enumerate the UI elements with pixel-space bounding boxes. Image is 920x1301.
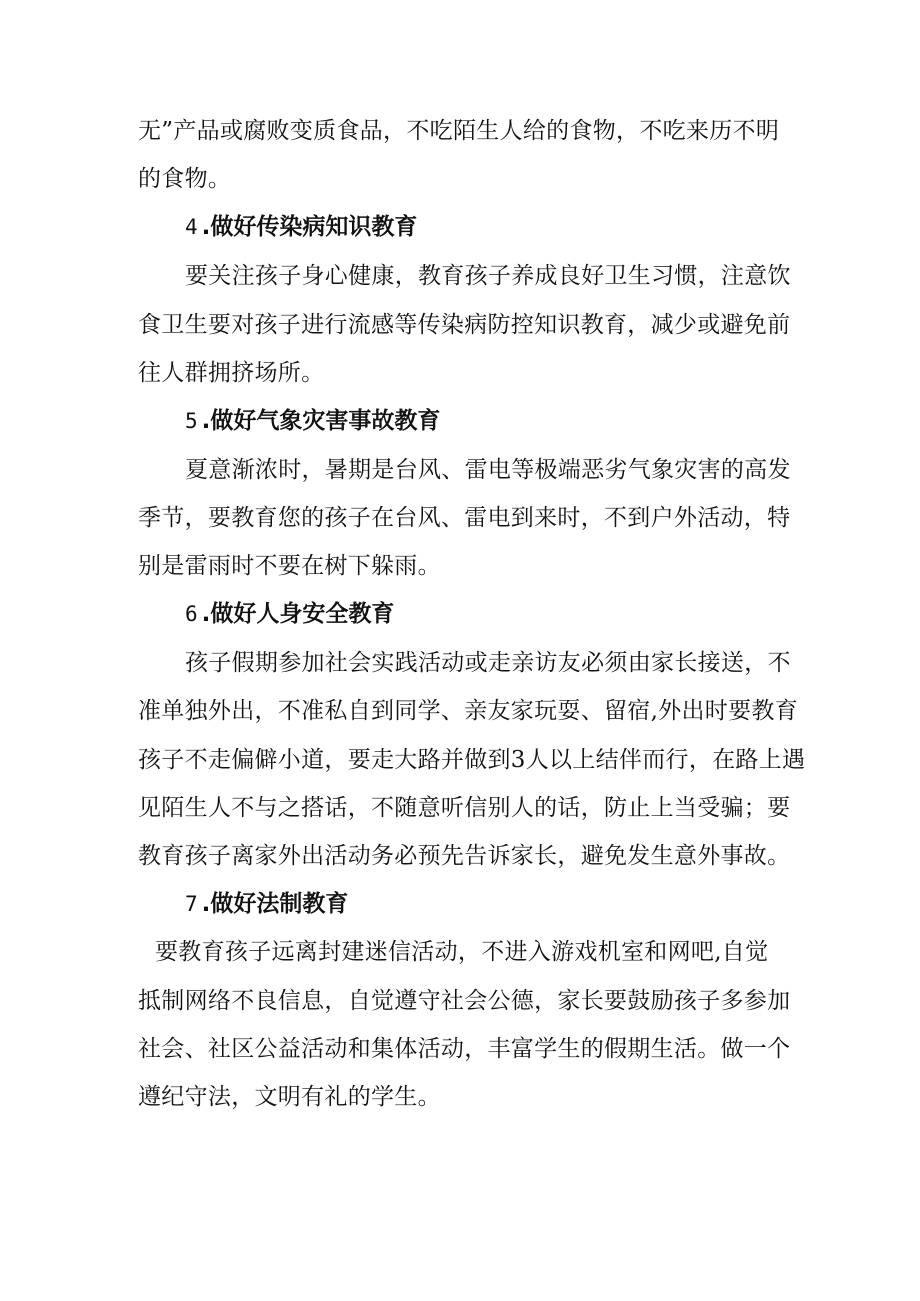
paragraph-line: 抵制网络不良信息，自觉遵守社会公德，家长要鼓励孩子多参加 <box>138 988 791 1014</box>
paragraph-line: 要关注孩子身心健康，教育孩子养成良好卫生习惯，注意饮 <box>185 263 791 289</box>
section-number: 5 <box>185 409 198 433</box>
section-title: .做好气象灾害事故教育 <box>201 408 441 434</box>
paragraph-line: 教育孩子离家外出活动务必预先告诉家长，避免发生意外事故。 <box>138 843 791 869</box>
paragraph-line: 孩子假期参加社会实践活动或走亲访友必须由家长接送，不 <box>185 650 791 676</box>
section-title: .做好法制教育 <box>201 891 349 917</box>
section-heading-5 <box>185 406 440 436</box>
section-number: 4 <box>185 215 198 239</box>
section-title: .做好人身安全教育 <box>201 601 395 627</box>
section-number: 6 <box>185 602 198 626</box>
intro-line: 无”产品或腐败变质食品，不吃陌生人给的食物，不吃来历不明 <box>138 118 780 144</box>
section-heading-6 <box>185 599 394 629</box>
paragraph-line: 社会、社区公益活动和集体活动，丰富学生的假期生活。做一个 <box>138 1036 791 1062</box>
paragraph-line: 往人群拥挤场所。 <box>138 360 325 386</box>
paragraph-line: 准单独外出，不准私自到同学、亲友家玩耍、留宿,外出时要教育 <box>138 698 799 724</box>
section-heading-4 <box>185 212 417 242</box>
section-number: 7 <box>185 892 198 916</box>
paragraph-line: 季节，要教育您的孩子在台风、雷电到来时，不到户外活动，特 <box>138 505 791 531</box>
paragraph-line: 食卫生要对孩子进行流感等传染病防控知识教育，减少或避免前 <box>138 312 791 338</box>
paragraph-line: 遵纪守法，文明有礼的学生。 <box>138 1084 441 1110</box>
paragraph-line: 夏意渐浓时，暑期是台风、雷电等极端恶劣气象灾害的高发 <box>185 457 791 483</box>
intro-line: 的食物。 <box>138 166 232 192</box>
section-title: .做好传染病知识教育 <box>201 214 418 240</box>
paragraph-line: 孩子不走偏僻小道，要走大路并做到3人以上结伴而行，在路上遇 <box>138 747 806 773</box>
section-heading-7 <box>185 889 348 919</box>
paragraph-line: 见陌生人不与之搭话，不随意听信别人的话，防止上当受骗；要 <box>138 795 791 821</box>
paragraph-line: 要教育孩子远离封建迷信活动，不进入游戏机室和网吧,自觉 <box>155 939 769 965</box>
paragraph-line: 别是雷雨时不要在树下躲雨。 <box>138 553 441 579</box>
